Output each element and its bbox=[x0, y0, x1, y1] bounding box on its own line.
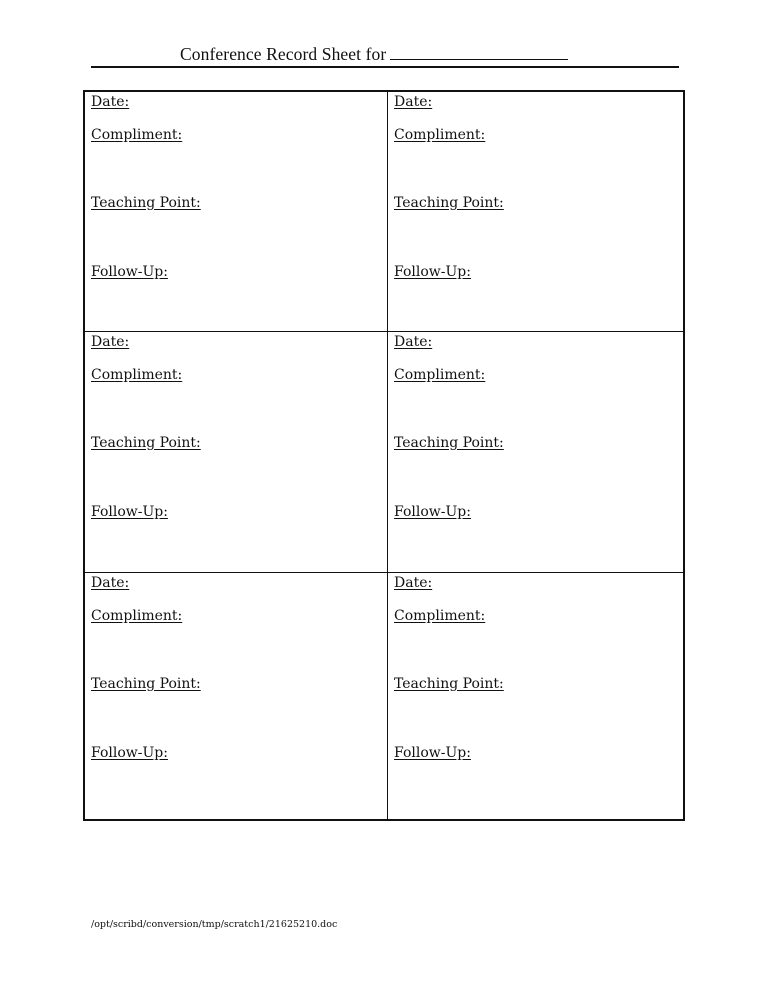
follow-up-label: Follow-Up: bbox=[394, 264, 471, 280]
page-title-text: Conference Record Sheet for bbox=[180, 44, 387, 64]
conference-record-grid bbox=[83, 90, 685, 821]
record-cell-bottom-right bbox=[388, 573, 683, 819]
teaching-point-label: Teaching Point: bbox=[394, 676, 504, 692]
teaching-point-label: Teaching Point: bbox=[91, 195, 201, 211]
compliment-label: Compliment: bbox=[394, 127, 486, 143]
date-label: Date: bbox=[91, 334, 130, 350]
record-cell-middle-left bbox=[85, 332, 388, 573]
record-cell-middle-right bbox=[388, 332, 683, 573]
follow-up-label: Follow-Up: bbox=[91, 745, 168, 761]
page-title bbox=[180, 44, 568, 65]
title-underline-rule bbox=[91, 66, 679, 68]
record-cell-top-left bbox=[85, 92, 388, 332]
teaching-point-label: Teaching Point: bbox=[394, 195, 504, 211]
date-label: Date: bbox=[91, 94, 130, 110]
teaching-point-label: Teaching Point: bbox=[91, 435, 201, 451]
record-cell-bottom-left bbox=[85, 573, 388, 819]
title-blank-line bbox=[390, 45, 568, 60]
compliment-label: Compliment: bbox=[394, 367, 486, 383]
date-label: Date: bbox=[394, 94, 433, 110]
compliment-label: Compliment: bbox=[91, 127, 183, 143]
compliment-label: Compliment: bbox=[91, 608, 183, 624]
record-cell-top-right bbox=[388, 92, 683, 332]
date-label: Date: bbox=[394, 334, 433, 350]
follow-up-label: Follow-Up: bbox=[91, 264, 168, 280]
follow-up-label: Follow-Up: bbox=[394, 745, 471, 761]
date-label: Date: bbox=[91, 575, 130, 591]
footer-file-path: /opt/scribd/conversion/tmp/scratch1/21625210.doc bbox=[91, 919, 338, 930]
compliment-label: Compliment: bbox=[91, 367, 183, 383]
teaching-point-label: Teaching Point: bbox=[91, 676, 201, 692]
date-label: Date: bbox=[394, 575, 433, 591]
teaching-point-label: Teaching Point: bbox=[394, 435, 504, 451]
follow-up-label: Follow-Up: bbox=[394, 504, 471, 520]
compliment-label: Compliment: bbox=[394, 608, 486, 624]
follow-up-label: Follow-Up: bbox=[91, 504, 168, 520]
